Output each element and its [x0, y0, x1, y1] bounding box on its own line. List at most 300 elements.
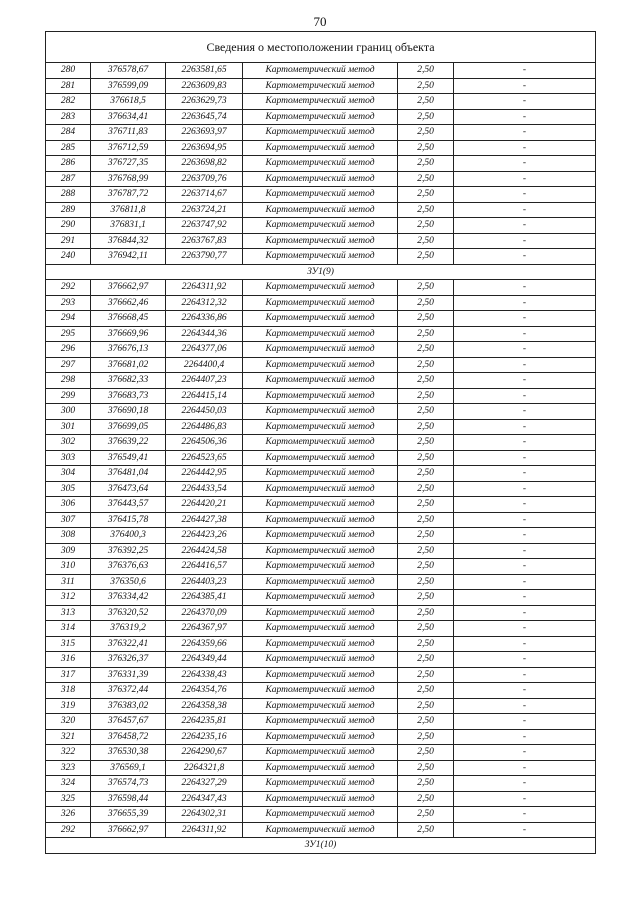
error-cell: 2,50: [398, 233, 454, 249]
description-cell: -: [454, 807, 596, 823]
x-coordinate-cell: 376599,09: [91, 78, 166, 94]
point-number-cell: 303: [46, 450, 91, 466]
method-cell: Картометрический метод: [243, 497, 398, 513]
error-cell: 2,50: [398, 187, 454, 203]
y-coordinate-cell: 2264424,58: [166, 543, 243, 559]
description-cell: -: [454, 202, 596, 218]
y-coordinate-cell: 2263609,83: [166, 78, 243, 94]
method-cell: Картометрический метод: [243, 605, 398, 621]
error-cell: 2,50: [398, 590, 454, 606]
point-number-cell: 313: [46, 605, 91, 621]
error-cell: 2,50: [398, 450, 454, 466]
x-coordinate-cell: 376400,3: [91, 528, 166, 544]
description-cell: -: [454, 512, 596, 528]
description-cell: -: [454, 776, 596, 792]
description-cell: -: [454, 450, 596, 466]
table-row: [46, 373, 596, 389]
x-coordinate-cell: 376668,45: [91, 311, 166, 327]
method-cell: Картометрический метод: [243, 528, 398, 544]
table-row: [46, 621, 596, 637]
table-row: [46, 140, 596, 156]
y-coordinate-cell: 2264427,38: [166, 512, 243, 528]
method-cell: Картометрический метод: [243, 404, 398, 420]
table-row: [46, 280, 596, 296]
method-cell: Картометрический метод: [243, 590, 398, 606]
point-number-cell: 284: [46, 125, 91, 141]
x-coordinate-cell: 376662,97: [91, 822, 166, 838]
description-cell: -: [454, 218, 596, 234]
y-coordinate-cell: 2264442,95: [166, 466, 243, 482]
method-cell: Картометрический метод: [243, 512, 398, 528]
point-number-cell: 315: [46, 636, 91, 652]
x-coordinate-cell: 376727,35: [91, 156, 166, 172]
y-coordinate-cell: 2264407,23: [166, 373, 243, 389]
method-cell: Картометрический метод: [243, 636, 398, 652]
point-number-cell: 294: [46, 311, 91, 327]
point-number-cell: 291: [46, 233, 91, 249]
point-number-cell: 314: [46, 621, 91, 637]
table-row: [46, 590, 596, 606]
y-coordinate-cell: 2263747,92: [166, 218, 243, 234]
y-coordinate-cell: 2264347,43: [166, 791, 243, 807]
point-number-cell: 240: [46, 249, 91, 265]
method-cell: Картометрический метод: [243, 202, 398, 218]
y-coordinate-cell: 2264290,67: [166, 745, 243, 761]
description-cell: -: [454, 156, 596, 172]
y-coordinate-cell: 2263629,73: [166, 94, 243, 110]
error-cell: 2,50: [398, 419, 454, 435]
x-coordinate-cell: 376372,44: [91, 683, 166, 699]
error-cell: 2,50: [398, 621, 454, 637]
y-coordinate-cell: 2264400,4: [166, 357, 243, 373]
description-cell: -: [454, 125, 596, 141]
y-coordinate-cell: 2263693,97: [166, 125, 243, 141]
method-cell: Картометрический метод: [243, 419, 398, 435]
method-cell: Картометрический метод: [243, 357, 398, 373]
x-coordinate-cell: 376322,41: [91, 636, 166, 652]
x-coordinate-cell: 376618,5: [91, 94, 166, 110]
point-number-cell: 325: [46, 791, 91, 807]
y-coordinate-cell: 2264349,44: [166, 652, 243, 668]
y-coordinate-cell: 2264523,65: [166, 450, 243, 466]
error-cell: 2,50: [398, 171, 454, 187]
error-cell: 2,50: [398, 249, 454, 265]
table-row: [46, 404, 596, 420]
point-number-cell: 283: [46, 109, 91, 125]
error-cell: 2,50: [398, 574, 454, 590]
y-coordinate-cell: 2264327,29: [166, 776, 243, 792]
x-coordinate-cell: 376481,04: [91, 466, 166, 482]
table-row: [46, 714, 596, 730]
section-label: ЗУ1(9): [46, 264, 596, 280]
point-number-cell: 287: [46, 171, 91, 187]
table-row: [46, 326, 596, 342]
error-cell: 2,50: [398, 342, 454, 358]
point-number-cell: 298: [46, 373, 91, 389]
table-row: [46, 78, 596, 94]
description-cell: -: [454, 311, 596, 327]
point-number-cell: 309: [46, 543, 91, 559]
x-coordinate-cell: 376682,33: [91, 373, 166, 389]
method-cell: Картометрический метод: [243, 63, 398, 79]
description-cell: -: [454, 590, 596, 606]
error-cell: 2,50: [398, 466, 454, 482]
error-cell: 2,50: [398, 729, 454, 745]
error-cell: 2,50: [398, 326, 454, 342]
method-cell: Картометрический метод: [243, 311, 398, 327]
method-cell: Картометрический метод: [243, 481, 398, 497]
y-coordinate-cell: 2264354,76: [166, 683, 243, 699]
x-coordinate-cell: 376768,99: [91, 171, 166, 187]
error-cell: 2,50: [398, 78, 454, 94]
method-cell: Картометрический метод: [243, 652, 398, 668]
description-cell: -: [454, 745, 596, 761]
point-number-cell: 307: [46, 512, 91, 528]
table-row: [46, 419, 596, 435]
description-cell: -: [454, 435, 596, 451]
x-coordinate-cell: 376662,97: [91, 280, 166, 296]
point-number-cell: 319: [46, 698, 91, 714]
x-coordinate-cell: 376574,73: [91, 776, 166, 792]
x-coordinate-cell: 376415,78: [91, 512, 166, 528]
point-number-cell: 320: [46, 714, 91, 730]
x-coordinate-cell: 376319,2: [91, 621, 166, 637]
y-coordinate-cell: 2264367,97: [166, 621, 243, 637]
x-coordinate-cell: 376326,37: [91, 652, 166, 668]
method-cell: Картометрический метод: [243, 218, 398, 234]
x-coordinate-cell: 376711,83: [91, 125, 166, 141]
x-coordinate-cell: 376942,11: [91, 249, 166, 265]
error-cell: 2,50: [398, 667, 454, 683]
table-row: [46, 450, 596, 466]
error-cell: 2,50: [398, 156, 454, 172]
point-number-cell: 305: [46, 481, 91, 497]
table-row: [46, 512, 596, 528]
method-cell: Картометрический метод: [243, 326, 398, 342]
point-number-cell: 296: [46, 342, 91, 358]
method-cell: Картометрический метод: [243, 373, 398, 389]
point-number-cell: 293: [46, 295, 91, 311]
method-cell: Картометрический метод: [243, 776, 398, 792]
table-title: Сведения о местоположении границ объекта: [46, 32, 596, 63]
method-cell: Картометрический метод: [243, 466, 398, 482]
table-row: [46, 156, 596, 172]
table-row: [46, 698, 596, 714]
point-number-cell: 292: [46, 822, 91, 838]
description-cell: -: [454, 791, 596, 807]
table-row: [46, 605, 596, 621]
section-label: ЗУ1(10): [46, 838, 596, 854]
description-cell: -: [454, 667, 596, 683]
error-cell: 2,50: [398, 807, 454, 823]
description-cell: -: [454, 233, 596, 249]
method-cell: Картометрический метод: [243, 388, 398, 404]
x-coordinate-cell: 376690,18: [91, 404, 166, 420]
point-number-cell: 301: [46, 419, 91, 435]
method-cell: Картометрический метод: [243, 280, 398, 296]
table-row: [46, 94, 596, 110]
table-row: [46, 63, 596, 79]
y-coordinate-cell: 2263645,74: [166, 109, 243, 125]
x-coordinate-cell: 376655,39: [91, 807, 166, 823]
x-coordinate-cell: 376549,41: [91, 450, 166, 466]
description-cell: -: [454, 388, 596, 404]
description-cell: -: [454, 171, 596, 187]
x-coordinate-cell: 376811,8: [91, 202, 166, 218]
x-coordinate-cell: 376320,52: [91, 605, 166, 621]
x-coordinate-cell: 376662,46: [91, 295, 166, 311]
point-number-cell: 321: [46, 729, 91, 745]
table-row: [46, 388, 596, 404]
table-row: [46, 187, 596, 203]
x-coordinate-cell: 376392,25: [91, 543, 166, 559]
description-cell: -: [454, 574, 596, 590]
x-coordinate-cell: 376473,64: [91, 481, 166, 497]
x-coordinate-cell: 376634,41: [91, 109, 166, 125]
error-cell: 2,50: [398, 776, 454, 792]
table-row: [46, 745, 596, 761]
y-coordinate-cell: 2264302,31: [166, 807, 243, 823]
point-number-cell: 297: [46, 357, 91, 373]
point-number-cell: 285: [46, 140, 91, 156]
method-cell: Картометрический метод: [243, 295, 398, 311]
method-cell: Картометрический метод: [243, 249, 398, 265]
table-row: [46, 791, 596, 807]
table-row: [46, 218, 596, 234]
point-number-cell: 280: [46, 63, 91, 79]
description-cell: -: [454, 373, 596, 389]
y-coordinate-cell: 2264358,38: [166, 698, 243, 714]
method-cell: Картометрический метод: [243, 807, 398, 823]
y-coordinate-cell: 2263724,21: [166, 202, 243, 218]
error-cell: 2,50: [398, 528, 454, 544]
method-cell: Картометрический метод: [243, 822, 398, 838]
point-number-cell: 282: [46, 94, 91, 110]
y-coordinate-cell: 2263790,77: [166, 249, 243, 265]
description-cell: -: [454, 109, 596, 125]
table-row: [46, 760, 596, 776]
y-coordinate-cell: 2264311,92: [166, 822, 243, 838]
error-cell: 2,50: [398, 714, 454, 730]
y-coordinate-cell: 2264506,36: [166, 435, 243, 451]
page-number: 70: [313, 14, 327, 29]
description-cell: -: [454, 543, 596, 559]
description-cell: -: [454, 605, 596, 621]
y-coordinate-cell: 2264311,92: [166, 280, 243, 296]
x-coordinate-cell: 376331,39: [91, 667, 166, 683]
description-cell: -: [454, 94, 596, 110]
description-cell: -: [454, 63, 596, 79]
description-cell: -: [454, 187, 596, 203]
method-cell: Картометрический метод: [243, 94, 398, 110]
table-row: [46, 466, 596, 482]
method-cell: Картометрический метод: [243, 559, 398, 575]
error-cell: 2,50: [398, 357, 454, 373]
section-label-row: [46, 264, 596, 280]
y-coordinate-cell: 2264420,21: [166, 497, 243, 513]
description-cell: -: [454, 140, 596, 156]
method-cell: Картометрический метод: [243, 171, 398, 187]
y-coordinate-cell: 2264370,09: [166, 605, 243, 621]
y-coordinate-cell: 2264423,26: [166, 528, 243, 544]
description-cell: -: [454, 357, 596, 373]
description-cell: -: [454, 497, 596, 513]
x-coordinate-cell: 376699,05: [91, 419, 166, 435]
point-number-cell: 310: [46, 559, 91, 575]
point-number-cell: 292: [46, 280, 91, 296]
description-cell: -: [454, 621, 596, 637]
table-row: [46, 822, 596, 838]
method-cell: Картометрический метод: [243, 698, 398, 714]
y-coordinate-cell: 2264312,32: [166, 295, 243, 311]
error-cell: 2,50: [398, 605, 454, 621]
point-number-cell: 324: [46, 776, 91, 792]
x-coordinate-cell: 376598,44: [91, 791, 166, 807]
x-coordinate-cell: 376578,67: [91, 63, 166, 79]
x-coordinate-cell: 376669,96: [91, 326, 166, 342]
error-cell: 2,50: [398, 404, 454, 420]
y-coordinate-cell: 2264235,16: [166, 729, 243, 745]
method-cell: Картометрический метод: [243, 760, 398, 776]
method-cell: Картометрический метод: [243, 125, 398, 141]
method-cell: Картометрический метод: [243, 621, 398, 637]
method-cell: Картометрический метод: [243, 156, 398, 172]
point-number-cell: 304: [46, 466, 91, 482]
error-cell: 2,50: [398, 698, 454, 714]
error-cell: 2,50: [398, 435, 454, 451]
y-coordinate-cell: 2264338,43: [166, 667, 243, 683]
point-number-cell: 281: [46, 78, 91, 94]
table-row: [46, 729, 596, 745]
x-coordinate-cell: 376676,13: [91, 342, 166, 358]
error-cell: 2,50: [398, 822, 454, 838]
error-cell: 2,50: [398, 745, 454, 761]
method-cell: Картометрический метод: [243, 109, 398, 125]
method-cell: Картометрический метод: [243, 683, 398, 699]
x-coordinate-cell: 376383,02: [91, 698, 166, 714]
table-row: [46, 652, 596, 668]
method-cell: Картометрический метод: [243, 140, 398, 156]
y-coordinate-cell: 2264433,54: [166, 481, 243, 497]
description-cell: -: [454, 714, 596, 730]
description-cell: -: [454, 280, 596, 296]
description-cell: -: [454, 342, 596, 358]
table-row: [46, 667, 596, 683]
y-coordinate-cell: 2263581,65: [166, 63, 243, 79]
table-row: [46, 249, 596, 265]
error-cell: 2,50: [398, 373, 454, 389]
table-row: [46, 295, 596, 311]
error-cell: 2,50: [398, 760, 454, 776]
error-cell: 2,50: [398, 280, 454, 296]
method-cell: Картометрический метод: [243, 745, 398, 761]
point-number-cell: 302: [46, 435, 91, 451]
error-cell: 2,50: [398, 295, 454, 311]
error-cell: 2,50: [398, 652, 454, 668]
point-number-cell: 306: [46, 497, 91, 513]
error-cell: 2,50: [398, 481, 454, 497]
error-cell: 2,50: [398, 512, 454, 528]
method-cell: Картометрический метод: [243, 729, 398, 745]
error-cell: 2,50: [398, 543, 454, 559]
point-number-cell: 317: [46, 667, 91, 683]
x-coordinate-cell: 376569,1: [91, 760, 166, 776]
point-number-cell: 289: [46, 202, 91, 218]
x-coordinate-cell: 376639,22: [91, 435, 166, 451]
table-row: [46, 357, 596, 373]
point-number-cell: 323: [46, 760, 91, 776]
x-coordinate-cell: 376844,32: [91, 233, 166, 249]
table-row: [46, 574, 596, 590]
error-cell: 2,50: [398, 497, 454, 513]
method-cell: Картометрический метод: [243, 435, 398, 451]
error-cell: 2,50: [398, 559, 454, 575]
table-row: [46, 202, 596, 218]
table-title-row: [46, 32, 596, 63]
error-cell: 2,50: [398, 683, 454, 699]
y-coordinate-cell: 2264359,66: [166, 636, 243, 652]
y-coordinate-cell: 2264336,86: [166, 311, 243, 327]
x-coordinate-cell: 376350,6: [91, 574, 166, 590]
y-coordinate-cell: 2264377,06: [166, 342, 243, 358]
y-coordinate-cell: 2264344,36: [166, 326, 243, 342]
table-row: [46, 481, 596, 497]
error-cell: 2,50: [398, 636, 454, 652]
method-cell: Картометрический метод: [243, 233, 398, 249]
method-cell: Картометрический метод: [243, 791, 398, 807]
y-coordinate-cell: 2263698,82: [166, 156, 243, 172]
table-row: [46, 125, 596, 141]
description-cell: -: [454, 636, 596, 652]
point-number-cell: 288: [46, 187, 91, 203]
x-coordinate-cell: 376443,57: [91, 497, 166, 513]
error-cell: 2,50: [398, 63, 454, 79]
y-coordinate-cell: 2264486,83: [166, 419, 243, 435]
description-cell: -: [454, 78, 596, 94]
point-number-cell: 318: [46, 683, 91, 699]
y-coordinate-cell: 2263709,76: [166, 171, 243, 187]
x-coordinate-cell: 376712,59: [91, 140, 166, 156]
table-row: [46, 807, 596, 823]
table-row: [46, 311, 596, 327]
description-cell: -: [454, 528, 596, 544]
method-cell: Картометрический метод: [243, 187, 398, 203]
x-coordinate-cell: 376458,72: [91, 729, 166, 745]
description-cell: -: [454, 729, 596, 745]
table-row: [46, 776, 596, 792]
method-cell: Картометрический метод: [243, 450, 398, 466]
y-coordinate-cell: 2264385,41: [166, 590, 243, 606]
point-number-cell: 308: [46, 528, 91, 544]
boundary-coordinates-table: [45, 31, 596, 854]
point-number-cell: 290: [46, 218, 91, 234]
description-cell: -: [454, 481, 596, 497]
table-row: [46, 559, 596, 575]
y-coordinate-cell: 2264403,23: [166, 574, 243, 590]
table-row: [46, 109, 596, 125]
error-cell: 2,50: [398, 202, 454, 218]
error-cell: 2,50: [398, 388, 454, 404]
table-row: [46, 683, 596, 699]
point-number-cell: 300: [46, 404, 91, 420]
table-row: [46, 543, 596, 559]
y-coordinate-cell: 2263767,83: [166, 233, 243, 249]
table-row: [46, 171, 596, 187]
method-cell: Картометрический метод: [243, 667, 398, 683]
point-number-cell: 286: [46, 156, 91, 172]
description-cell: -: [454, 698, 596, 714]
table-row: [46, 435, 596, 451]
